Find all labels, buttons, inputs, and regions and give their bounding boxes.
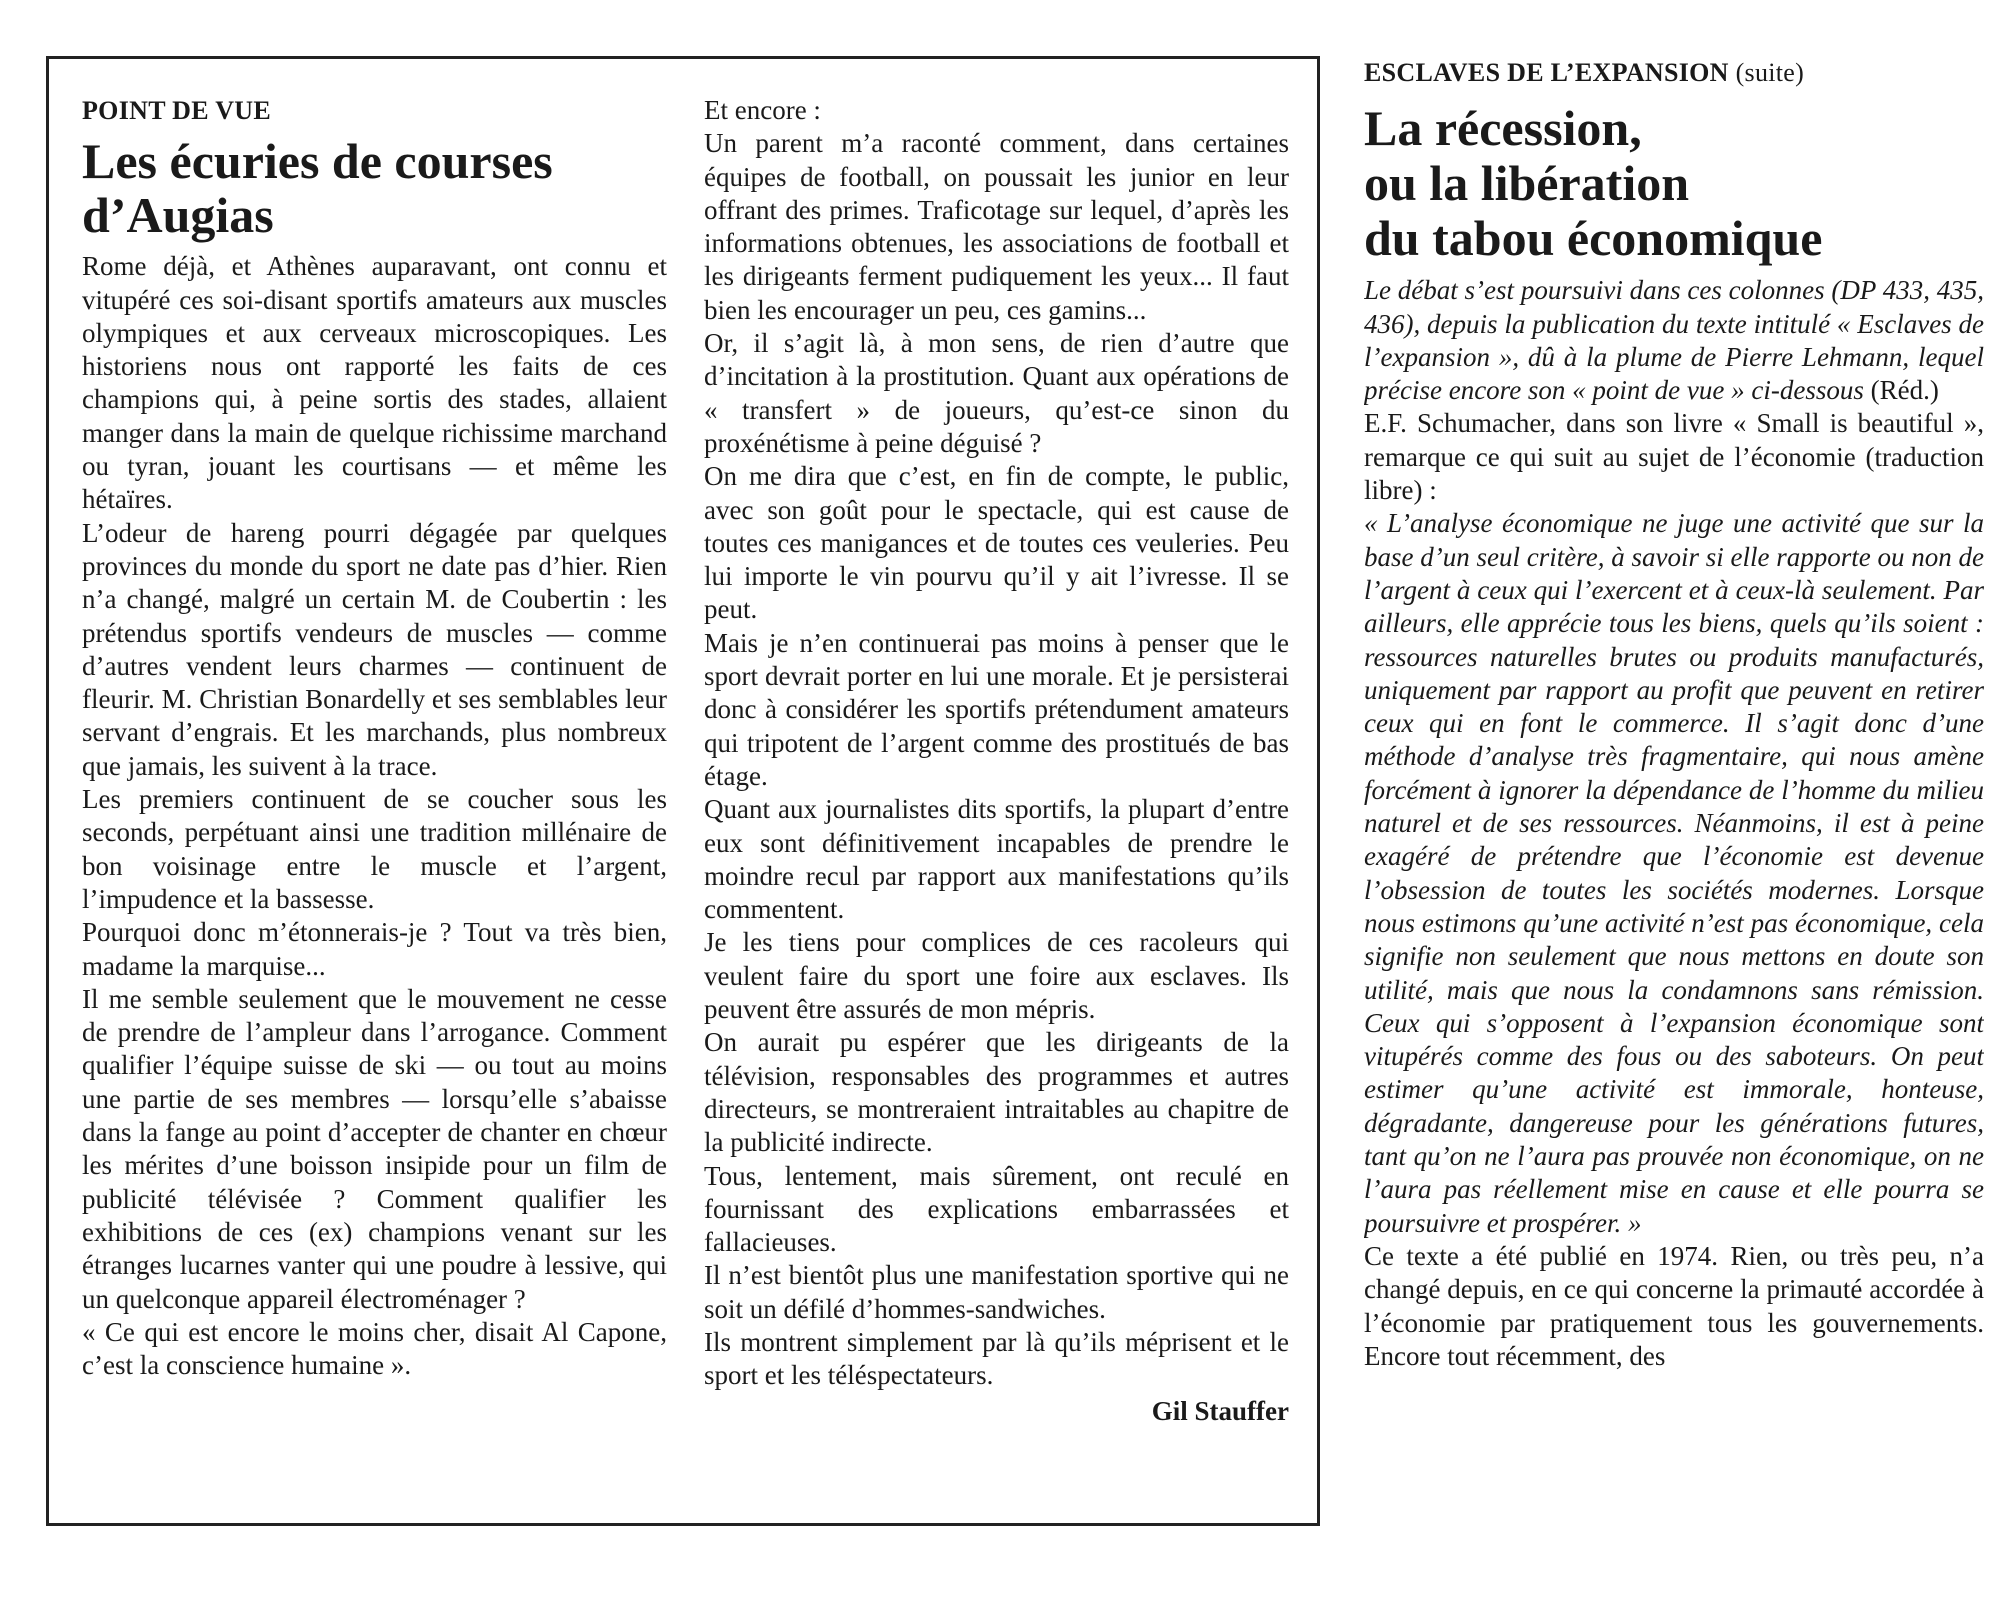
left-article-signature: Gil Stauffer	[1151, 1395, 1289, 1426]
paragraph: Rome déjà, et Athènes auparavant, ont connu et vitupéré ces soi-disant sportifs amateurs aux muscles olympiques et aux cerveaux microscopiques. Les historiens nous ont rapporté les faits de ces champions qui, à peine sortis des stades, allaient manger dans la main de quelque richissime marchand ou tyran, jouant les courtisans — et même les hétaïres.	[82, 251, 667, 515]
left-article-column-1	[82, 94, 667, 1382]
right-article-title	[1364, 101, 1984, 266]
left-article-rubric: POINT DE VUE	[82, 96, 272, 125]
paragraph: Un parent m’a raconté comment, dans certaines équipes de football, on poussait les junior en leur offrant des primes. Traficotage sur lequel, d’après les informations obtenues, les associations de football et les dirigeants ferment pudiquement les yeux... Il faut bien les encourager un peu, ces gamins...	[704, 128, 1289, 325]
right-article-rubric-text: ESCLAVES DE L’EXPANSION	[1364, 58, 1729, 87]
paragraph: « Ce qui est encore le moins cher, disait Al Capone, c’est la conscience humaine ».	[82, 1316, 667, 1381]
paragraph: Je les tiens pour complices de ces racoleurs qui veulent faire du sport une foire aux esclaves. Ils peuvent être assurés de mon mépris.	[704, 927, 1289, 1025]
paragraph: Et encore :	[704, 95, 821, 125]
paragraph: Tous, lentement, mais sûrement, ont reculé en fournissant des explications embarrassées et fallacieuses.	[704, 1160, 1289, 1258]
right-article-column	[1364, 56, 1984, 1373]
right-article-title-line-2: ou la libération	[1364, 155, 1690, 212]
paragraph: L’odeur de hareng pourri dégagée par quelques provinces du monde du sport ne date pas d’hier. Rien n’a changé, malgré un certain M. de Coubertin : les prétendus sportifs vendeurs de muscles — comme d’autres vendent leurs charmes — continuent de fleurir. M. Christian Bonardelly et ses semblables leur servant d’engrais. Et les marchands, plus nombreux que jamais, les suivent à la trace.	[82, 517, 667, 781]
left-article-title-line-2: d’Augias	[82, 187, 274, 244]
paragraph: Pourquoi donc m’étonnerais-je ? Tout va très bien, madame la marquise...	[82, 917, 667, 981]
paragraph: On me dira que c’est, en fin de compte, le public, avec son goût pour le spectacle, qui est cause de toutes ces manigances et de toutes ces veuleries. Peu lui importe le vin pourvu qu’il y ait l’ivresse. Il se peut.	[704, 461, 1289, 625]
right-article-intro-credit: (Réd.)	[1870, 375, 1939, 406]
left-article-title	[82, 134, 667, 242]
paragraph: Quant aux journalistes dits sportifs, la plupart d’entre eux sont définitivement incapables de prendre le moindre recul par rapport aux manifestations qu’ils commentent.	[704, 794, 1289, 925]
right-article-intro	[1364, 274, 1984, 407]
right-article-closing: Ce texte a été publié en 1974. Rien, ou très peu, n’a changé depuis, en ce qui concerne la primauté accordée à l’économie par pratiquement tous les gouvernements. Encore tout récemment, des	[1364, 1240, 1984, 1371]
right-article-rubric-suffix: (suite)	[1735, 58, 1805, 87]
paragraph: Il me semble seulement que le mouvement ne cesse de prendre de l’ampleur dans l’arrogance. Comment qualifier l’équipe suisse de ski — ou tout au moins une partie de ses membres — lorsqu’elle s’abaisse dans la fange au point d’accepter de chanter en chœur les mérites d’une boisson insipide pour un film de publicité télévisée ? Comment qualifier les exhibitions de ces (ex) champions venant sur les étranges lucarnes vanter qui une poudre à lessive, qui un quelconque appareil électroménager ?	[82, 983, 667, 1314]
paragraph: On aurait pu espérer que les dirigeants de la télévision, responsables des programmes et autres directeurs, se montreraient intraitables au chapitre de la publicité indirecte.	[704, 1027, 1289, 1158]
right-article-quote: « L’analyse économique ne juge une activité que sur la base d’un seul critère, à savoir si elle rapporte ou non de l’argent à ceux qui l’exercent et à ceux-là seulement. Par ailleurs, elle apprécie tous les biens, quels qu’ils soient : ressources naturelles brutes ou produits manufacturés, uniquement par rapport au profit que peuvent en retirer ceux qui en font le commerce. Il s’agit donc d’une méthode d’analyse très fragmentaire, qui nous amène forcément à ignorer la dépendance de l’homme du milieu naturel et de ses ressources. Néanmoins, il est à peine exagéré de prétendre que l’économie est devenue l’obsession de toutes les sociétés modernes. Lorsque nous estimons qu’une activité n’est pas économique, cela signifie non seulement que nous mettons en doute son utilité, mais que nous la condamnons sans rémission. Ceux qui s’opposent à l’expansion économique sont vitupérés comme des fous ou des saboteurs. On peut estimer qu’une activité est immorale, honteuse, dégradante, dangereuse pour les générations futures, tant qu’on ne l’aura pas prouvée non économique, on ne l’aura pas réellement mise en cause et elle pourra se poursuivre et prospérer. »	[1364, 508, 1984, 1238]
right-article-rubric	[1364, 56, 1984, 89]
right-article-intro-text: Le débat s’est poursuivi dans ces colonnes (DP 433, 435, 436), depuis la publication du texte intitulé « Esclaves de l’expansion », dû à la plume de Pierre Lehmann, lequel précise encore son « point de vue » ci-dessous	[1364, 275, 1984, 406]
right-article-lead: E.F. Schumacher, dans son livre « Small is beautiful », remarque ce qui suit au sujet de l’économie (traduction libre) :	[1364, 408, 1984, 506]
paragraph: Or, il s’agit là, à mon sens, de rien d’autre que d’incitation à la prostitution. Quant aux opérations de « transfert » de joueurs, qu’est-ce sinon du proxénétisme à peine déguisé ?	[704, 328, 1289, 458]
right-article-title-line-3: du tabou économique	[1364, 210, 1823, 267]
paragraph: Ils montrent simplement par là qu’ils méprisent et le sport et les téléspectateurs.	[704, 1326, 1289, 1391]
paragraph: Il n’est bientôt plus une manifestation sportive qui ne soit un défilé d’hommes-sandwiches.	[704, 1260, 1289, 1324]
paragraph: Mais je n’en continuerai pas moins à penser que le sport devrait porter en lui une morale. Et je persisterai donc à considérer les sportifs prétendument amateurs qui tripotent de l’argent comme des prostitués de bas étage.	[704, 627, 1289, 791]
paragraph: Les premiers continuent de se coucher sous les seconds, perpétuant ainsi une tradition millénaire de bon voisinage entre le muscle et l’argent, l’impudence et la bassesse.	[82, 784, 667, 914]
right-article-title-line-1: La récession,	[1364, 100, 1642, 157]
left-article-column-2	[704, 94, 1289, 1428]
left-article-title-line-1: Les écuries de courses	[82, 133, 553, 190]
